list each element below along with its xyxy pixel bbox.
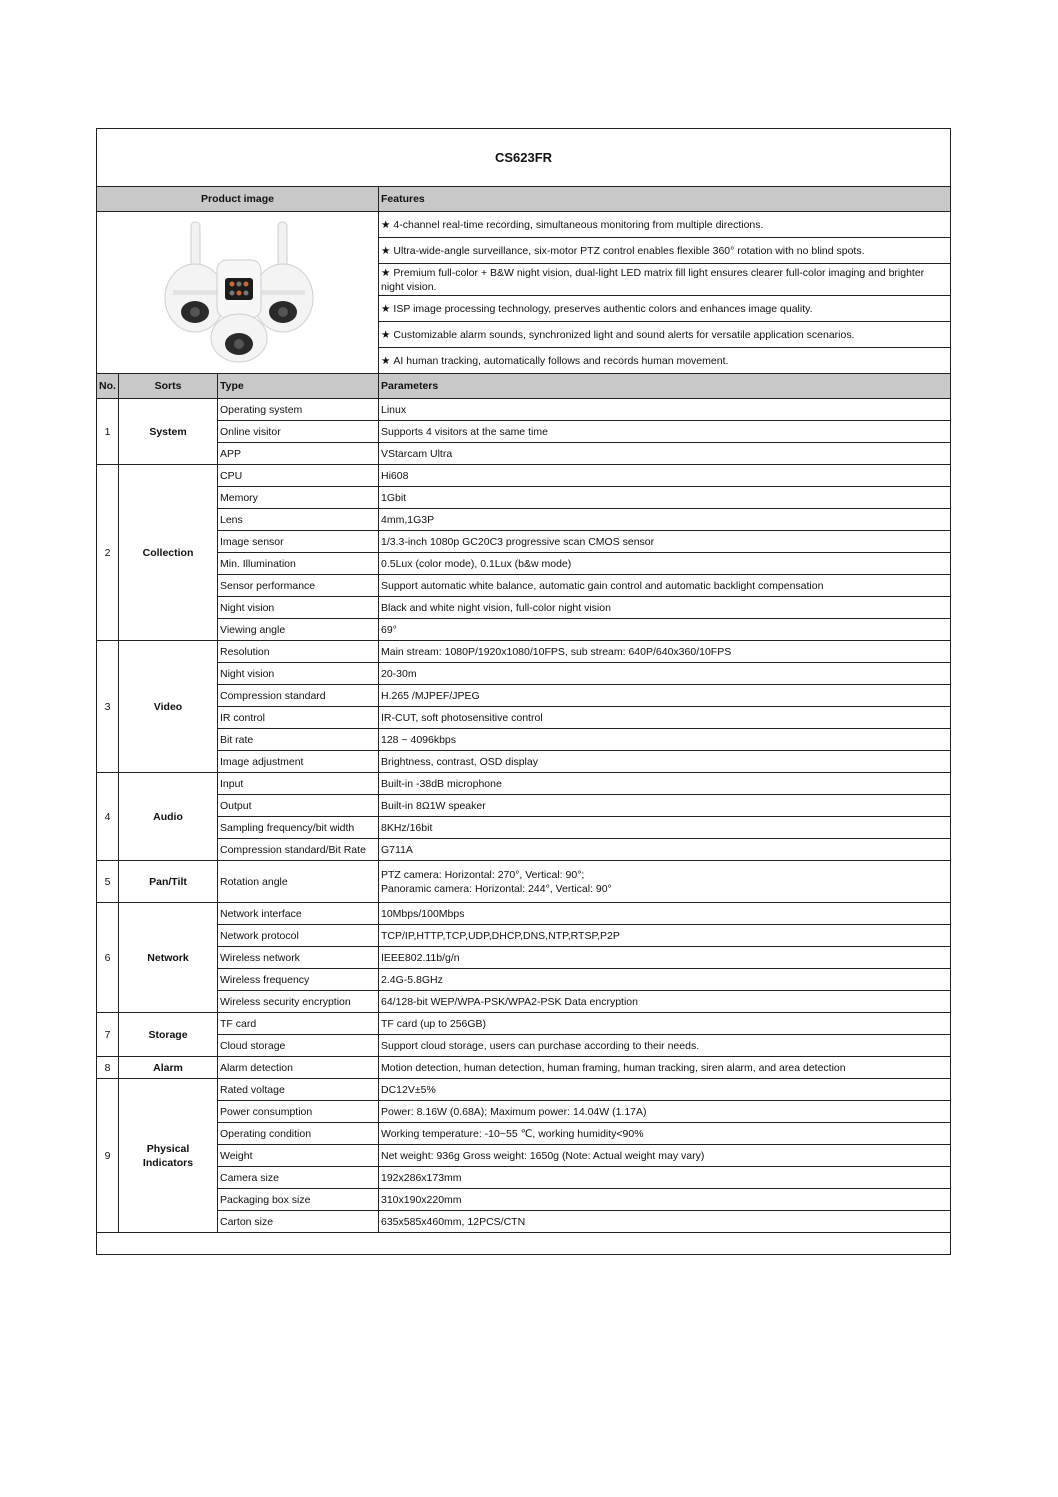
star-icon: ★ (381, 354, 391, 367)
parameters-header: Parameters (379, 374, 951, 399)
spec-parameter-text: Brightness, contrast, OSD display (381, 755, 538, 768)
spec-parameter (379, 619, 951, 641)
spec-row (97, 1013, 951, 1035)
star-icon: ★ (381, 218, 391, 231)
feature-item: ★ Ultra-wide-angle surveillance, six-motor PTZ control enables flexible 360° rotation with no blind spots. (379, 238, 951, 264)
spec-parameter-text: 310x190x220mm (381, 1193, 462, 1206)
spec-type: Wireless security encryption (218, 991, 379, 1013)
spec-type: Input (218, 773, 379, 795)
spec-parameter (379, 817, 951, 839)
spec-parameter (379, 861, 951, 903)
spec-table (96, 128, 951, 1255)
spec-parameter-text: Built-in 8Ω1W speaker (381, 799, 486, 812)
spec-row (97, 619, 951, 641)
spec-row (97, 1167, 951, 1189)
spec-parameter-text: Net weight: 936g Gross weight: 1650g (Note: Actual weight may vary) (381, 1149, 705, 1162)
spec-parameter-text: Working temperature: -10~55 ℃, working humidity<90% (381, 1127, 644, 1140)
spec-type: Operating condition (218, 1123, 379, 1145)
spec-type: APP (218, 443, 379, 465)
spec-type: Cloud storage (218, 1035, 379, 1057)
group-number: 3 (97, 641, 119, 773)
empty-footer-cell (97, 1233, 951, 1255)
spec-parameter (379, 773, 951, 795)
spec-type: Packaging box size (218, 1189, 379, 1211)
group-sort: Collection (119, 465, 218, 641)
product-title: CS623FR (97, 129, 951, 187)
group-number: 2 (97, 465, 119, 641)
group-number: 1 (97, 399, 119, 465)
spec-row (97, 751, 951, 773)
spec-parameter (379, 465, 951, 487)
spec-type: Power consumption (218, 1101, 379, 1123)
spec-parameter-text: G711A (381, 843, 413, 856)
spec-row (97, 1079, 951, 1101)
product-image-cell (97, 212, 379, 374)
spec-row (97, 991, 951, 1013)
spec-parameter (379, 663, 951, 685)
spec-row (97, 663, 951, 685)
star-icon: ★ (381, 302, 391, 315)
spec-parameter-text: Supports 4 visitors at the same time (381, 425, 548, 438)
spec-parameter (379, 421, 951, 443)
spec-parameter-text: IR-CUT, soft photosensitive control (381, 711, 543, 724)
spec-parameter-text: 128 ~ 4096kbps (381, 733, 457, 746)
spec-row (97, 1057, 951, 1079)
spec-parameter-text: 20-30m (381, 667, 417, 680)
star-icon: ★ (381, 266, 391, 279)
spec-row (97, 641, 951, 663)
spec-parameter-text: 1Gbit (381, 491, 407, 504)
spec-parameter (379, 399, 951, 421)
spec-type: Wireless network (218, 947, 379, 969)
group-number: 7 (97, 1013, 119, 1057)
spec-type: Rated voltage (218, 1079, 379, 1101)
spec-row (97, 969, 951, 991)
group-number: 5 (97, 861, 119, 903)
spec-parameter (379, 969, 951, 991)
spec-parameter (379, 1123, 951, 1145)
spec-parameter (379, 487, 951, 509)
spec-parameter (379, 947, 951, 969)
spec-type: Night vision (218, 663, 379, 685)
spec-row (97, 1145, 951, 1167)
spec-row (97, 575, 951, 597)
group-number: 6 (97, 903, 119, 1013)
spec-parameter-text: Black and white night vision, full-color night vision (381, 601, 611, 614)
spec-type: Viewing angle (218, 619, 379, 641)
spec-type: Camera size (218, 1167, 379, 1189)
spec-type: TF card (218, 1013, 379, 1035)
spec-parameter-text: Support automatic white balance, automatic gain control and automatic backlight compensation (381, 579, 824, 592)
feature-item: ★ ISP image processing technology, preserves authentic colors and enhances image quality. (379, 296, 951, 322)
spec-row (97, 509, 951, 531)
spec-parameter (379, 729, 951, 751)
spec-row (97, 1189, 951, 1211)
spec-parameter-text: 8KHz/16bit (381, 821, 433, 834)
spec-parameter (379, 443, 951, 465)
spec-type: Rotation angle (218, 861, 379, 903)
spec-type: Output (218, 795, 379, 817)
spec-parameter-text: IEEE802.11b/g/n (381, 951, 460, 964)
spec-parameter-text: 2.4G-5.8GHz (381, 973, 443, 986)
spec-parameter-text: 192x286x173mm (381, 1171, 462, 1184)
spec-row (97, 487, 951, 509)
spec-parameter (379, 1167, 951, 1189)
star-icon: ★ (381, 328, 391, 341)
spec-type: Network protocol (218, 925, 379, 947)
spec-parameter-text: TCP/IP,HTTP,TCP,UDP,DHCP,DNS,NTP,RTSP,P2P (381, 929, 620, 942)
spec-parameter (379, 1035, 951, 1057)
spec-parameter-text: DC12V±5% (381, 1083, 436, 1096)
spec-type: Resolution (218, 641, 379, 663)
spec-row (97, 1035, 951, 1057)
spec-type: Bit rate (218, 729, 379, 751)
spec-parameter (379, 991, 951, 1013)
spec-row (97, 925, 951, 947)
spec-row (97, 903, 951, 925)
spec-parameter (379, 685, 951, 707)
spec-row (97, 399, 951, 421)
spec-row (97, 729, 951, 751)
group-number: 8 (97, 1057, 119, 1079)
spec-parameter-text: H.265 /MJPEF/JPEG (381, 689, 480, 702)
spec-row (97, 707, 951, 729)
spec-type: Carton size (218, 1211, 379, 1233)
spec-parameter-text: Support cloud storage, users can purchase according to their needs. (381, 1039, 700, 1052)
spec-parameter (379, 553, 951, 575)
spec-row (97, 1101, 951, 1123)
spec-parameter-text: 64/128-bit WEP/WPA-PSK/WPA2-PSK Data encryption (381, 995, 638, 1008)
spec-parameter-text: 0.5Lux (color mode), 0.1Lux (b&w mode) (381, 557, 572, 570)
group-number: 4 (97, 773, 119, 861)
spec-parameter (379, 1079, 951, 1101)
spec-parameter (379, 839, 951, 861)
product-image-header: Product image (97, 187, 379, 212)
spec-parameter (379, 1211, 951, 1233)
spec-row (97, 817, 951, 839)
spec-row (97, 465, 951, 487)
spec-parameter-text: 635x585x460mm, 12PCS/CTN (381, 1215, 526, 1228)
spec-type: Compression standard (218, 685, 379, 707)
spec-type: Wireless frequency (218, 969, 379, 991)
feature-item: ★ AI human tracking, automatically follows and records human movement. (379, 348, 951, 374)
spec-type: Night vision (218, 597, 379, 619)
spec-parameter-text: PTZ camera: Horizontal: 270°, Vertical: 90°; (381, 868, 585, 881)
spec-type: Lens (218, 509, 379, 531)
type-header: Type (218, 374, 379, 399)
spec-parameter (379, 925, 951, 947)
spec-row (97, 1123, 951, 1145)
spec-type: Image sensor (218, 531, 379, 553)
spec-parameter (379, 903, 951, 925)
spec-parameter (379, 751, 951, 773)
spec-row (97, 531, 951, 553)
spec-parameter (379, 1189, 951, 1211)
group-sort: Storage (119, 1013, 218, 1057)
spec-row (97, 443, 951, 465)
spec-parameter-text: 69° (381, 623, 397, 636)
spec-parameter-text: Built-in -38dB microphone (381, 777, 502, 790)
spec-type: Sampling frequency/bit width (218, 817, 379, 839)
spec-row (97, 861, 951, 903)
feature-item: ★ Customizable alarm sounds, synchronized light and sound alerts for versatile application scenarios. (379, 322, 951, 348)
spec-parameter (379, 575, 951, 597)
spec-parameter-text: 1/3.3-inch 1080p GC20C3 progressive scan CMOS sensor (381, 535, 655, 548)
spec-row (97, 1211, 951, 1233)
spec-row (97, 553, 951, 575)
spec-parameter (379, 707, 951, 729)
group-sort: Alarm (119, 1057, 218, 1079)
spec-parameter (379, 1145, 951, 1167)
star-icon: ★ (381, 244, 391, 257)
spec-parameter-text: 4mm,1G3P (381, 513, 435, 526)
spec-row (97, 795, 951, 817)
product-image (153, 220, 323, 365)
spec-sheet (96, 128, 950, 1255)
group-sort: Video (119, 641, 218, 773)
spec-parameter-text: TF card (up to 256GB) (381, 1017, 487, 1030)
features-header: Features (379, 187, 951, 212)
group-number: 9 (97, 1079, 119, 1233)
group-sort: Network (119, 903, 218, 1013)
spec-type: Network interface (218, 903, 379, 925)
spec-parameter (379, 1013, 951, 1035)
spec-row (97, 839, 951, 861)
spec-row (97, 947, 951, 969)
feature-item: ★ Premium full-color + B&W night vision, dual-light LED matrix fill light ensures clearer full-color imaging and brighter night vision. (379, 264, 951, 296)
spec-type: Image adjustment (218, 751, 379, 773)
spec-type: Memory (218, 487, 379, 509)
sorts-header: Sorts (119, 374, 218, 399)
spec-type: Online visitor (218, 421, 379, 443)
spec-parameter (379, 1101, 951, 1123)
spec-type: Min. Illumination (218, 553, 379, 575)
spec-parameter (379, 795, 951, 817)
spec-parameter (379, 641, 951, 663)
spec-parameter-text: Hi608 (381, 469, 409, 482)
spec-parameter-text: Main stream: 1080P/1920x1080/10FPS, sub stream: 640P/640x360/10FPS (381, 645, 732, 658)
empty-footer-row (97, 1233, 951, 1255)
spec-type: IR control (218, 707, 379, 729)
group-sort: Physical Indicators (119, 1079, 218, 1233)
spec-parameter (379, 597, 951, 619)
spec-parameter (379, 1057, 951, 1079)
spec-parameter-text-line2: Panoramic camera: Horizontal: 244°, Vertical: 90° (381, 882, 612, 895)
group-sort: Pan/Tilt (119, 861, 218, 903)
spec-row (97, 685, 951, 707)
no-header: No. (97, 374, 119, 399)
spec-parameter (379, 531, 951, 553)
spec-parameter-text: Power: 8.16W (0.68A); Maximum power: 14.04W (1.17A) (381, 1105, 647, 1118)
group-sort: Audio (119, 773, 218, 861)
group-sort: System (119, 399, 218, 465)
spec-type: Compression standard/Bit Rate (218, 839, 379, 861)
spec-type: Alarm detection (218, 1057, 379, 1079)
feature-item: ★ 4-channel real-time recording, simultaneous monitoring from multiple directions. (379, 212, 951, 238)
spec-type: Weight (218, 1145, 379, 1167)
spec-row (97, 597, 951, 619)
spec-row (97, 773, 951, 795)
spec-type: CPU (218, 465, 379, 487)
spec-parameter (379, 509, 951, 531)
spec-row (97, 421, 951, 443)
spec-parameter-text: Linux (381, 403, 407, 416)
spec-type: Sensor performance (218, 575, 379, 597)
spec-parameter-text: Motion detection, human detection, human framing, human tracking, siren alarm, and area detection (381, 1061, 846, 1074)
spec-parameter-text: VStarcam Ultra (381, 447, 453, 460)
spec-type: Operating system (218, 399, 379, 421)
spec-parameter-text: 10Mbps/100Mbps (381, 907, 465, 920)
